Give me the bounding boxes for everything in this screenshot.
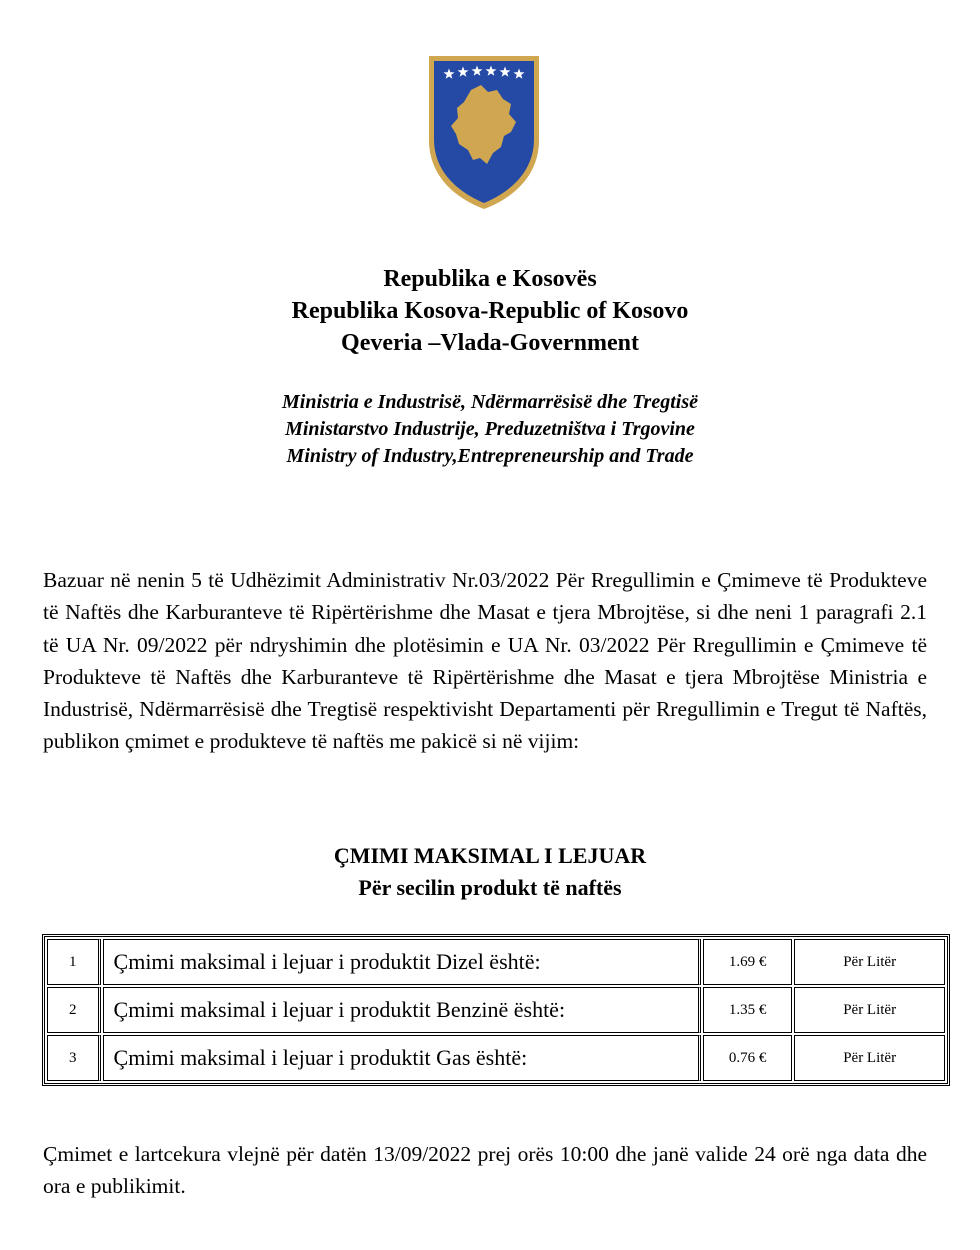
row-number: 1 — [47, 939, 101, 985]
product-price: 0.76 € — [703, 1035, 792, 1081]
product-price: 1.69 € — [703, 939, 792, 985]
product-price: 1.35 € — [703, 987, 792, 1033]
product-description: Çmimi maksimal i lejuar i produktit Gas është: — [103, 1035, 701, 1081]
product-description: Çmimi maksimal i lejuar i produktit Dizel është: — [103, 939, 701, 985]
ministry-line-albanian: Ministria e Industrisë, Ndërmarrësisë dhe Tregtisë — [282, 391, 698, 413]
section-subtitle: Për secilin produkt të naftës — [358, 875, 622, 900]
price-unit: Për Litër — [794, 987, 945, 1033]
ministry-line-serbian: Ministarstvo Industrije, Preduzetništva i Trgovine — [285, 418, 695, 440]
government-header — [0, 263, 980, 359]
header-line-serbian-english: Republika Kosova-Republic of Kosovo — [291, 298, 689, 324]
price-unit: Për Litër — [794, 1035, 945, 1081]
table-row — [47, 1035, 945, 1081]
price-unit: Për Litër — [794, 939, 945, 985]
ministry-line-english: Ministry of Industry,Entrepreneurship and Trade — [286, 445, 694, 467]
section-title: ÇMIMI MAKSIMAL I LEJUAR — [333, 843, 647, 868]
row-number: 3 — [47, 1035, 101, 1081]
header-line-government: Qeveria –Vlada-Government — [341, 330, 639, 356]
row-number: 2 — [47, 987, 101, 1033]
intro-paragraph: Bazuar në nenin 5 të Udhëzimit Administrativ Nr.03/2022 Për Rregullimin e Çmimeve të Produkteve të Naftës dhe Karburanteve të Ripërtërishme dhe Masat e tjera Mbrojtëse, si dhe neni 1 paragrafi 2.1 të UA Nr. 09/2022 për ndryshimin dhe plotësimin e UA Nr. 03/2022 Për Rregullimin e Çmimeve të Produkteve të Naftës dhe Karburanteve të Ripërtërishme dhe Masat e tjera Mbrojtëse Ministria e Industrisë, Ndërmarrësisë dhe Tregtisë respektivisht Departamenti për Rregullimin e Tregut të Naftës, publikon çmimet e produkteve të naftës me pakicë si në vijim: — [43, 568, 927, 754]
kosovo-coat-of-arms-icon — [425, 52, 543, 212]
section-heading — [0, 840, 980, 904]
table-row — [47, 987, 945, 1033]
header-line-albanian: Republika e Kosovës — [383, 266, 597, 292]
ministry-header — [0, 389, 980, 470]
table-row — [47, 939, 945, 985]
price-table — [42, 934, 950, 1086]
product-description: Çmimi maksimal i lejuar i produktit Benzinë është: — [103, 987, 701, 1033]
validity-paragraph: Çmimet e lartcekura vlejnë për datën 13/09/2022 prej orës 10:00 dhe janë valide 24 orë nga data dhe ora e publikimit. — [43, 1142, 927, 1199]
